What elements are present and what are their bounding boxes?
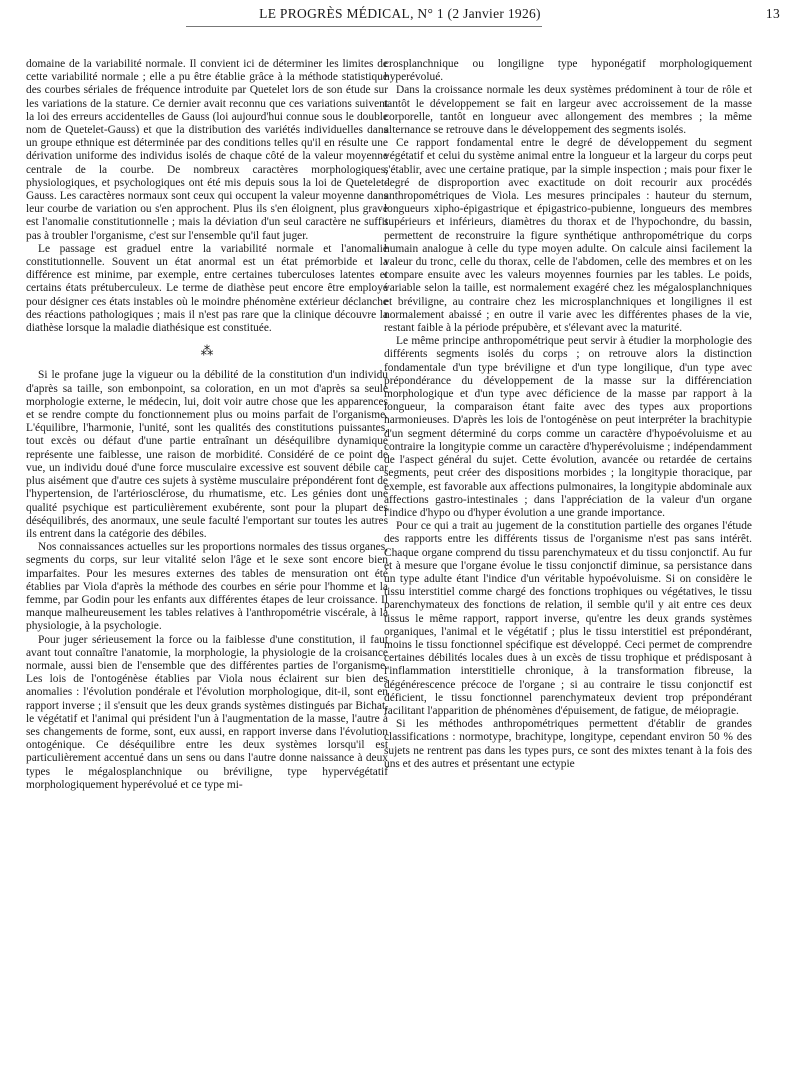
header-rule	[186, 26, 542, 27]
paragraph: Dans la croissance normale les deux systèmes prédominent à tour de rôle et tantôt le développement se fait en largeur avec accroissement de la masse corporelle, tantôt en longueur avec allongement des membres ; la même alternance se retrouve dans le développement des segments isolés.	[384, 84, 752, 137]
paragraph: Ce rapport fondamental entre le degré de développement du segment végétatif et celui du système animal entre la longueur et la largeur du corps peut s'établir, avec une certaine pratique, par la simple inspection ; mais pour fixer le degré de disproportion avec exactitude on doit recourir aux procédés anthropométriques de Viola. Les mesures principales : hauteur du sternum, longueurs xipho-épigastrique et épigastrico-pubienne, longueurs des membres supérieurs et inférieurs, diamètres du thorax et de l'hypochondre, du bassin, permettent de reconstruire la figure synthétique anthropométrique du corps humain analogue à celle du type moyen adulte. On calcule ainsi facilement la valeur du tronc, celle du thorax, celle de l'abdomen, celle des membres et on les compare ensuite avec les valeurs moyennes fournies par les tables. Le poids, variable selon la taille, est normalement exagéré chez les mégalosplanchniques et bréviligne, au contraire chez les microsplanchniques et longilignes il est normalement abaissé ; en outre il varie avec les différentes phases de la vie, restant faible à la période prépubère, et s'élevant avec la maturité.	[384, 137, 752, 335]
paragraph: Nos connaissances actuelles sur les proportions normales des tissus organes, segments du corps, sur leur vitalité selon l'âge et le sexe sont encore bien imparfaites. Pour les mesures externes des tables de mensuration ont été établies par Viola d'après la méthode des courbes en série pour l'homme et la femme, par Godin pour les enfants aux différentes étapes de leur croissance. Il manque malheureusement les tables relatives à l'anthropométrie viscérale, à la physiologie, à la psychologie.	[26, 541, 388, 633]
paragraph: Le passage est graduel entre la variabilité normale et l'anomalie constitutionnelle. Souvent un état anormal est un état prémorbide et la différence est minime, par exemple, entre certaines tuberculoses latentes et certains états prétuberculeux. Le terme de diathèse peut encore être employé pour désigner ces états instables où le moindre phénomène extérieur déclanche des réactions pathologiques ; mais il n'est pas rare que la clinique découvre la diathèse lorsque la maladie diathésique est constituée.	[26, 242, 388, 335]
paragraph: domaine de la variabilité normale. Il convient ici de déterminer les limites de cette variabilité normale ; elle a pu être établie grâce à la méthode statistique des courbes sériales de fréquence introduite par Quetelet lors de son étude sur les variations de la stature. Ce dernier avait reconnu que ces variations suivent la loi des erreurs accidentelles de Gauss (loi aujourd'hui connue sous le double nom de Quetelet-Gauss) et que la distribution des variétés individuelles dans un groupe ethnique est déterminée par des conditions telles qu'il en résulte une dérivation uniforme des individus isolés de chaque côté de la valeur moyenne centrale de la courbe. De nombreux caractères morphologiques, physiologiques, et psychologiques ont été mis depuis sous la loi de Quetelet-Gauss. Les caractères normaux sont ceux qui occupent la valeur moyenne dans leur courbe de variation ou s'en approchent. Plus ils s'en éloignent, plus grave est l'anomalie constitutionnelle ; mais la déviation d'un seul caractère ne suffit pas à troubler l'organisme, c'est sur l'ensemble qu'il faut juger.	[26, 58, 388, 242]
paragraph: Pour juger sérieusement la force ou la faiblesse d'une constitution, il faut avant tout connaître l'anatomie, la morphologie, la physiologie de la croisance normale, aussi bien de l'ensemble que des différentes parties de l'organisme. Les lois de l'ontogénèse établies par Viola nous éclairent sur bien des anomalies : l'évolution pondérale et l'évolution morphologique, dit-il, sont en rapport inverse ; il s'ensuit que les deux grands systèmes distingués par Bichat, le végétatif et l'animal qui président l'un à l'augmentation de la masse, l'autre à ses changements de forme, sont, eux aussi, en rapport inverse dans l'évolution ontogénique. Ce déséquilibre entre les deux systèmes lorsqu'il est particulièrement accentué dans un sens ou dans l'autre donne naissance à deux types le mégalosplanchnique ou bréviligne, type hypervégétatif morphologiquement hyperévolué et ce type mi-	[26, 633, 388, 791]
paragraph: Si le profane juge la vigueur ou la débilité de la constitution d'un individu d'après sa taille, son embonpoint, sa coloration, en un mot d'après sa seule morphologie externe, le médecin, lui, doit voir autre chose que les apparences et se rendre compte du fonctionnement plus ou moins parfait de l'organisme. L'équilibre, l'harmonie, l'unité, sont les qualités des constitutions puissantes, tout excès ou défaut d'une partie entraînant un déséquilibre dynamique représente une faiblesse, une raison de morbidité. Considéré de ce point de vue, un individu doué d'une force musculaire excessive est souvent débile car plus aisément que d'autre ces sujets à système musculaire prépondérent font de l'hypertension, de l'artériosclérose, du rhumatisme, etc. Les génies dont une qualité psychique est particulièrement exubérente, sont pour la plupart des déséquilibrés, des anormaux, une seule faculté l'emportant sur toutes les autres ils entrent dans la catégorie des débiles.	[26, 369, 388, 540]
running-title: LE PROGRÈS MÉDICAL, N° 1 (2 Janvier 1926)	[259, 6, 541, 21]
page-number: 13	[765, 6, 780, 21]
right-column	[384, 58, 752, 771]
paragraph: Pour ce qui a trait au jugement de la constitution partielle des organes l'étude des rapports entre les différents tissus de l'organisme n'est pas sans intérêt. Chaque organe comprend du tissu parenchymateux et du tissu conjonctif. Au fur et à mesure que l'organe évolue le tissu conjonctif diminue, sa persistance dans un type adulte étant l'indice d'un véritable hypoévoluisme. Si on considère le tissu interstitiel comme chargé des fonctions trophiques ou végétatives, le tissu parenchymateux des fonctions de relation, il semble qu'il y ait entre ces deux tissus le même rapport, rapport inverse, qu'entre les deux grands systèmes organiques, l'animal et le végétatif ; plus le tissu interstitiel est prépondérant, moins le tissu fonctionnel spécifique est développé. Ceci permet de comprendre certaines débilités locales dues à un excès de tissu trophique et prédisposant à l'inflammation interstitielle chronique, à la transformation fibreuse, la dégénérescence précoce de l'organe ; si au contraire le tissu conjonctif est déficient, le tissu fonctionnel parenchymateux devient trop prépondérant facilitant l'apparition de phénomènes d'épuisement, de fatigue, de méiopragie.	[384, 520, 752, 717]
left-column	[26, 58, 388, 792]
paragraph: Si les méthodes anthropométriques permettent d'établir de grandes classifications : normotype, brachitype, longitype, cependant environ 50 % des sujets ne rentrent pas dans les types purs, ce sont des mixtes tenant à la fois des uns et des autres et présentant une ectypie	[384, 718, 752, 770]
section-separator: ⁂	[200, 343, 214, 359]
paragraph: crosplanchnique ou longiligne type hyponégatif morphologiquement hyperévolué.	[384, 58, 752, 84]
paragraph: Le même principe anthropométrique peut servir à étudier la morphologie des différents segments isolés du corps ; on retrouve alors la distinction fondamentale d'un type bréviligne et d'un type longilique, d'un type avec prépondérance du développement de la masse sur la différenciation morphologique et d'un type avec déficience de la masse par rapport à la longueur, la comparaison étant faite avec des types aux proportions harmonieuses. D'après les lois de l'ontogénèse on peut interpréter la brachitypie d'un segment déterminé du corps comme un caractère d'hypoévoluisme et au contraire la longitypie comme un caractère d'hyperévoluisme ; indépendamment de l'aspect général du sujet. Cette évolution, avancée ou retardée de certains segments, peut créer des dispositions morbides ; la longitypie thoracique, par exemple, est favorable aux affections pulmonaires, la longitypie abdominale aux affections gastro-intestinales ; dans l'appréciation de la valeur d'un organe l'indice d'hypo ou d'hyper évolution a une grande importance.	[384, 335, 752, 519]
